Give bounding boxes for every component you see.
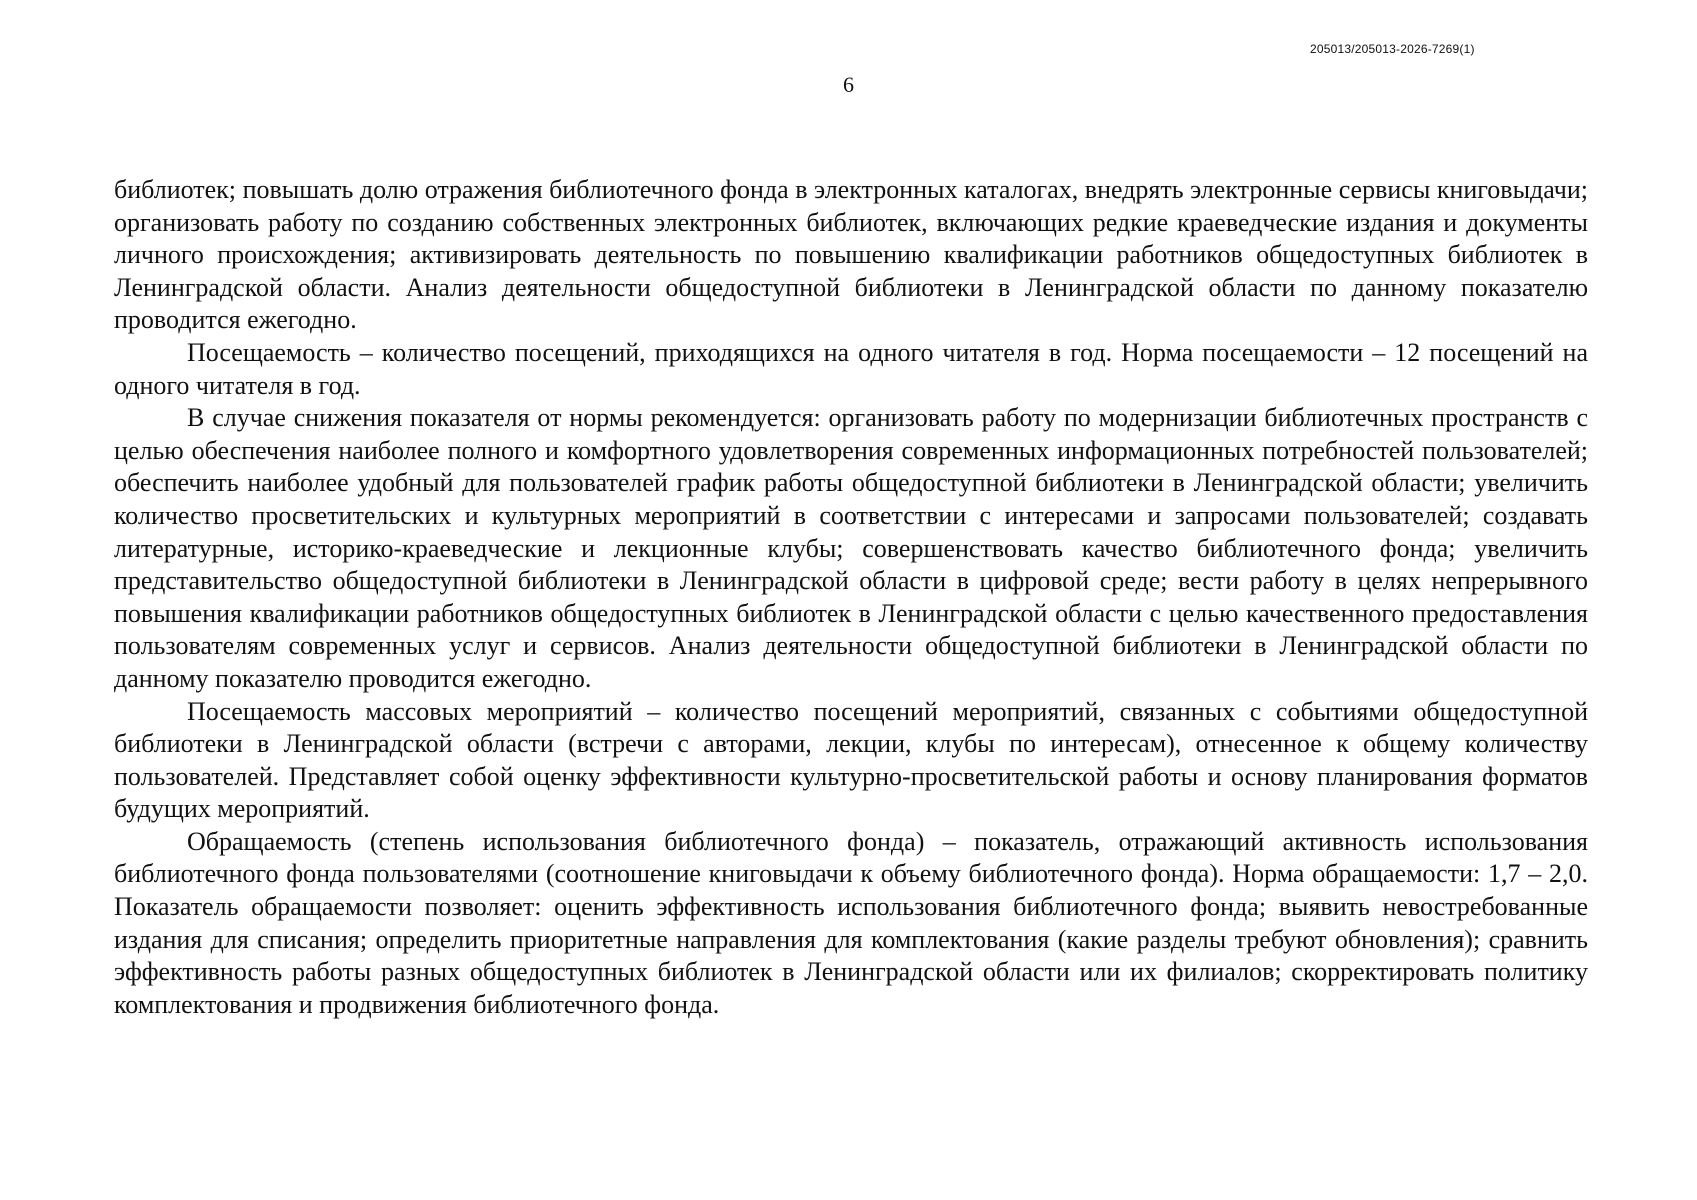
document-body xyxy=(114,174,1588,1021)
page-number: 6 xyxy=(843,72,854,97)
paragraph-recommendations: В случае снижения показателя от нормы рекомендуется: организовать работу по модернизации библиотечных пространств с целью обеспечения наиболее полного и комфортного удовлетворения современных информационных потребностей пользователей; обеспечить наиболее удобный для пользователей график работы общедоступной библиотеки в Ленинградской области; увеличить количество просветительских и культурных мероприятий в соответствии с интересами и запросами пользователей; создавать литературные, историко-краеведческие и лекционные клубы; совершенствовать качество библиотечного фонда; увеличить представительство общедоступной библиотеки в Ленинградской области в цифровой среде; вести работу в целях непрерывного повышения квалификации работников общедоступных библиотек в Ленинградской области с целью качественного предоставления пользователям современных услуг и сервисов. Анализ деятельности общедоступной библиотеки в Ленинградской области по данному показателю проводится ежегодно. xyxy=(114,403,1588,693)
document-id: 205013/205013-2026-7269(1) xyxy=(1310,42,1475,56)
paragraph-continuation: библиотек; повышать долю отражения библиотечного фонда в электронных каталогах, внедрять электронные сервисы книговыдачи; организовать работу по созданию собственных электронных библиотек, включающих редкие краеведческие издания и документы личного происхождения; активизировать деятельность по повышению квалификации работников общедоступных библиотек в Ленинградской области. Анализ деятельности общедоступной библиотеки в Ленинградской области по данному показателю проводится ежегодно. xyxy=(114,175,1588,335)
paragraph-event-attendance: Посещаемость массовых мероприятий – количество посещений мероприятий, связанных с событиями общедоступной библиотеки в Ленинградской области (встречи с авторами, лекции, клубы по интересам), отнесенное к общему количеству пользователей. Представляет собой оценку эффективности культурно-просветительской работы и основу планирования форматов будущих мероприятий. xyxy=(114,696,1588,824)
paragraph-circulation: Обращаемость (степень использования библиотечного фонда) – показатель, отражающий активность использования библиотечного фонда пользователями (соотношение книговыдачи к объему библиотечного фонда). Норма обращаемости: 1,7 – 2,0. Показатель обращаемости позволяет: оценить эффективность использования библиотечного фонда; выявить невостребованные издания для списания; определить приоритетные направления для комплектования (какие разделы требуют обновления); сравнить эффективность работы разных общедоступных библиотек в Ленинградской области или их филиалов; скорректировать политику комплектования и продвижения библиотечного фонда. xyxy=(114,826,1588,1019)
paragraph-attendance: Посещаемость – количество посещений, приходящихся на одного читателя в год. Норма посещаемости – 12 посещений на одного читателя в год. xyxy=(114,337,1588,400)
